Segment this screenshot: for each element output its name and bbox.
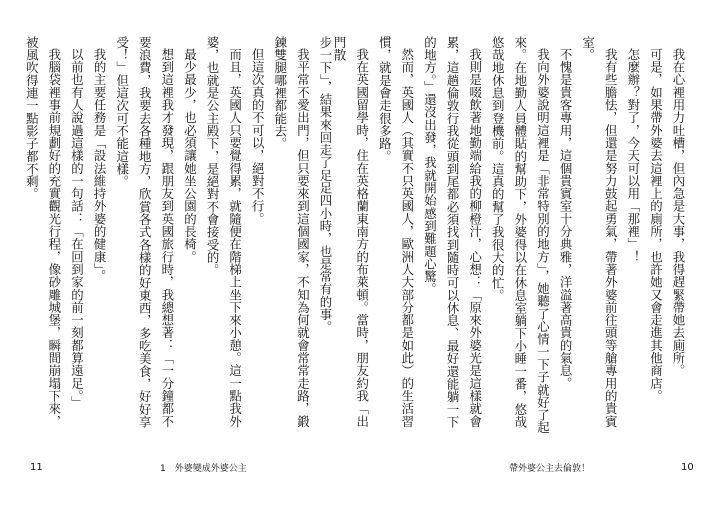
paragraph: 我在英國留學時，住在英格蘭東南方的布萊頓。當時，朋友約我「出門散 <box>332 36 370 428</box>
paragraph: 我向外婆說明這裡是「非常特別的地方」，她聽了心情一下子就好了起來。在地勤人員體貼的幫助下，外婆得以在休息室躺下小睡一番，悠哉悠哉地休息到登機前。這真的幫了我很大的忙。 <box>490 36 551 435</box>
paragraph: 然而，英國人（其實不只英國人，歐洲人大部分都是如此）的生活習慣，就是會走很多路。 <box>377 36 415 428</box>
paragraph: 步一下」，結果來回走了足足四小時，也是常有的事。 <box>318 36 333 334</box>
paragraph: 想到這裡我才發現，跟朋友到英國旅行時，我總想著：「一分鐘都不要浪費，我要去各種地方，欣賞各式各樣的好東西，多吃美食，好好享受！」但這次可不能這樣。 <box>114 36 175 429</box>
right-running-footer: 帶外婆公主去倫敦！ <box>509 464 591 474</box>
paragraph: 我的主要任務是「設法維持外婆的健康」。 <box>92 48 108 283</box>
paragraph: 最少最少，也必須讓她坐公園的長椅。 <box>182 48 198 264</box>
paragraph: 怎麼辦？對了，今天可以用「那裡」！ <box>625 48 641 264</box>
right-page-body-text <box>332 36 689 440</box>
right-page <box>332 0 726 510</box>
paragraph: 而且，英國人只要覺得累，就隨便在階梯上坐下來小憩。這一點我外婆，也就是公主殿下，是絕對不會接受的。 <box>205 36 243 428</box>
paragraph: 不愧是貴客專用，這個貴賓室十分典雅，洋溢著高貴的氣息。 <box>558 48 574 390</box>
paragraph: 我在心裡用力吐槽，但內急是大事，我得趕緊帶她去廁所。 <box>671 48 686 378</box>
paragraph: 我有些膽怯，但還是努力鼓起勇氣，帶著外婆前往頭等艙專用的貴賓室。 <box>580 36 619 428</box>
paragraph: 以前也有人說過這樣的一句話：「在回到家的前一刻都算遠足。」 <box>69 48 85 410</box>
left-running-footer: 1 外婆變成外婆公主 <box>160 464 247 474</box>
paragraph: 但這次真的不可以，絕對不行。 <box>250 48 266 226</box>
paragraph: 我則是啜飲著地勤端給我的柳橙汁，心想：「原來外婆光是這樣就會累，這趟倫敦行我從頭到尾都必須找到隨時可以休息、最好還能躺一下的地方。」還沒出發，我就開始感到難題心驚。 <box>422 36 483 429</box>
left-page-body-text <box>24 36 336 440</box>
left-page-number: 11 <box>30 462 43 473</box>
paragraph: 我腦袋裡事前規劃好的充實觀光行程，像砂雕城堡，瞬間崩塌下來，被風吹得連一點影子都不剩。 <box>24 36 62 428</box>
paragraph: 我平常不愛出門，但只要來到這個國家，不知為何就會常常走路，鍛鍊雙腿哪裡都能去。 <box>272 36 311 428</box>
right-page-number: 10 <box>681 462 694 473</box>
paragraph: 可是，如果帶外婆去這裡上的廁所，也許她又會走進其他商店。 <box>648 48 664 403</box>
